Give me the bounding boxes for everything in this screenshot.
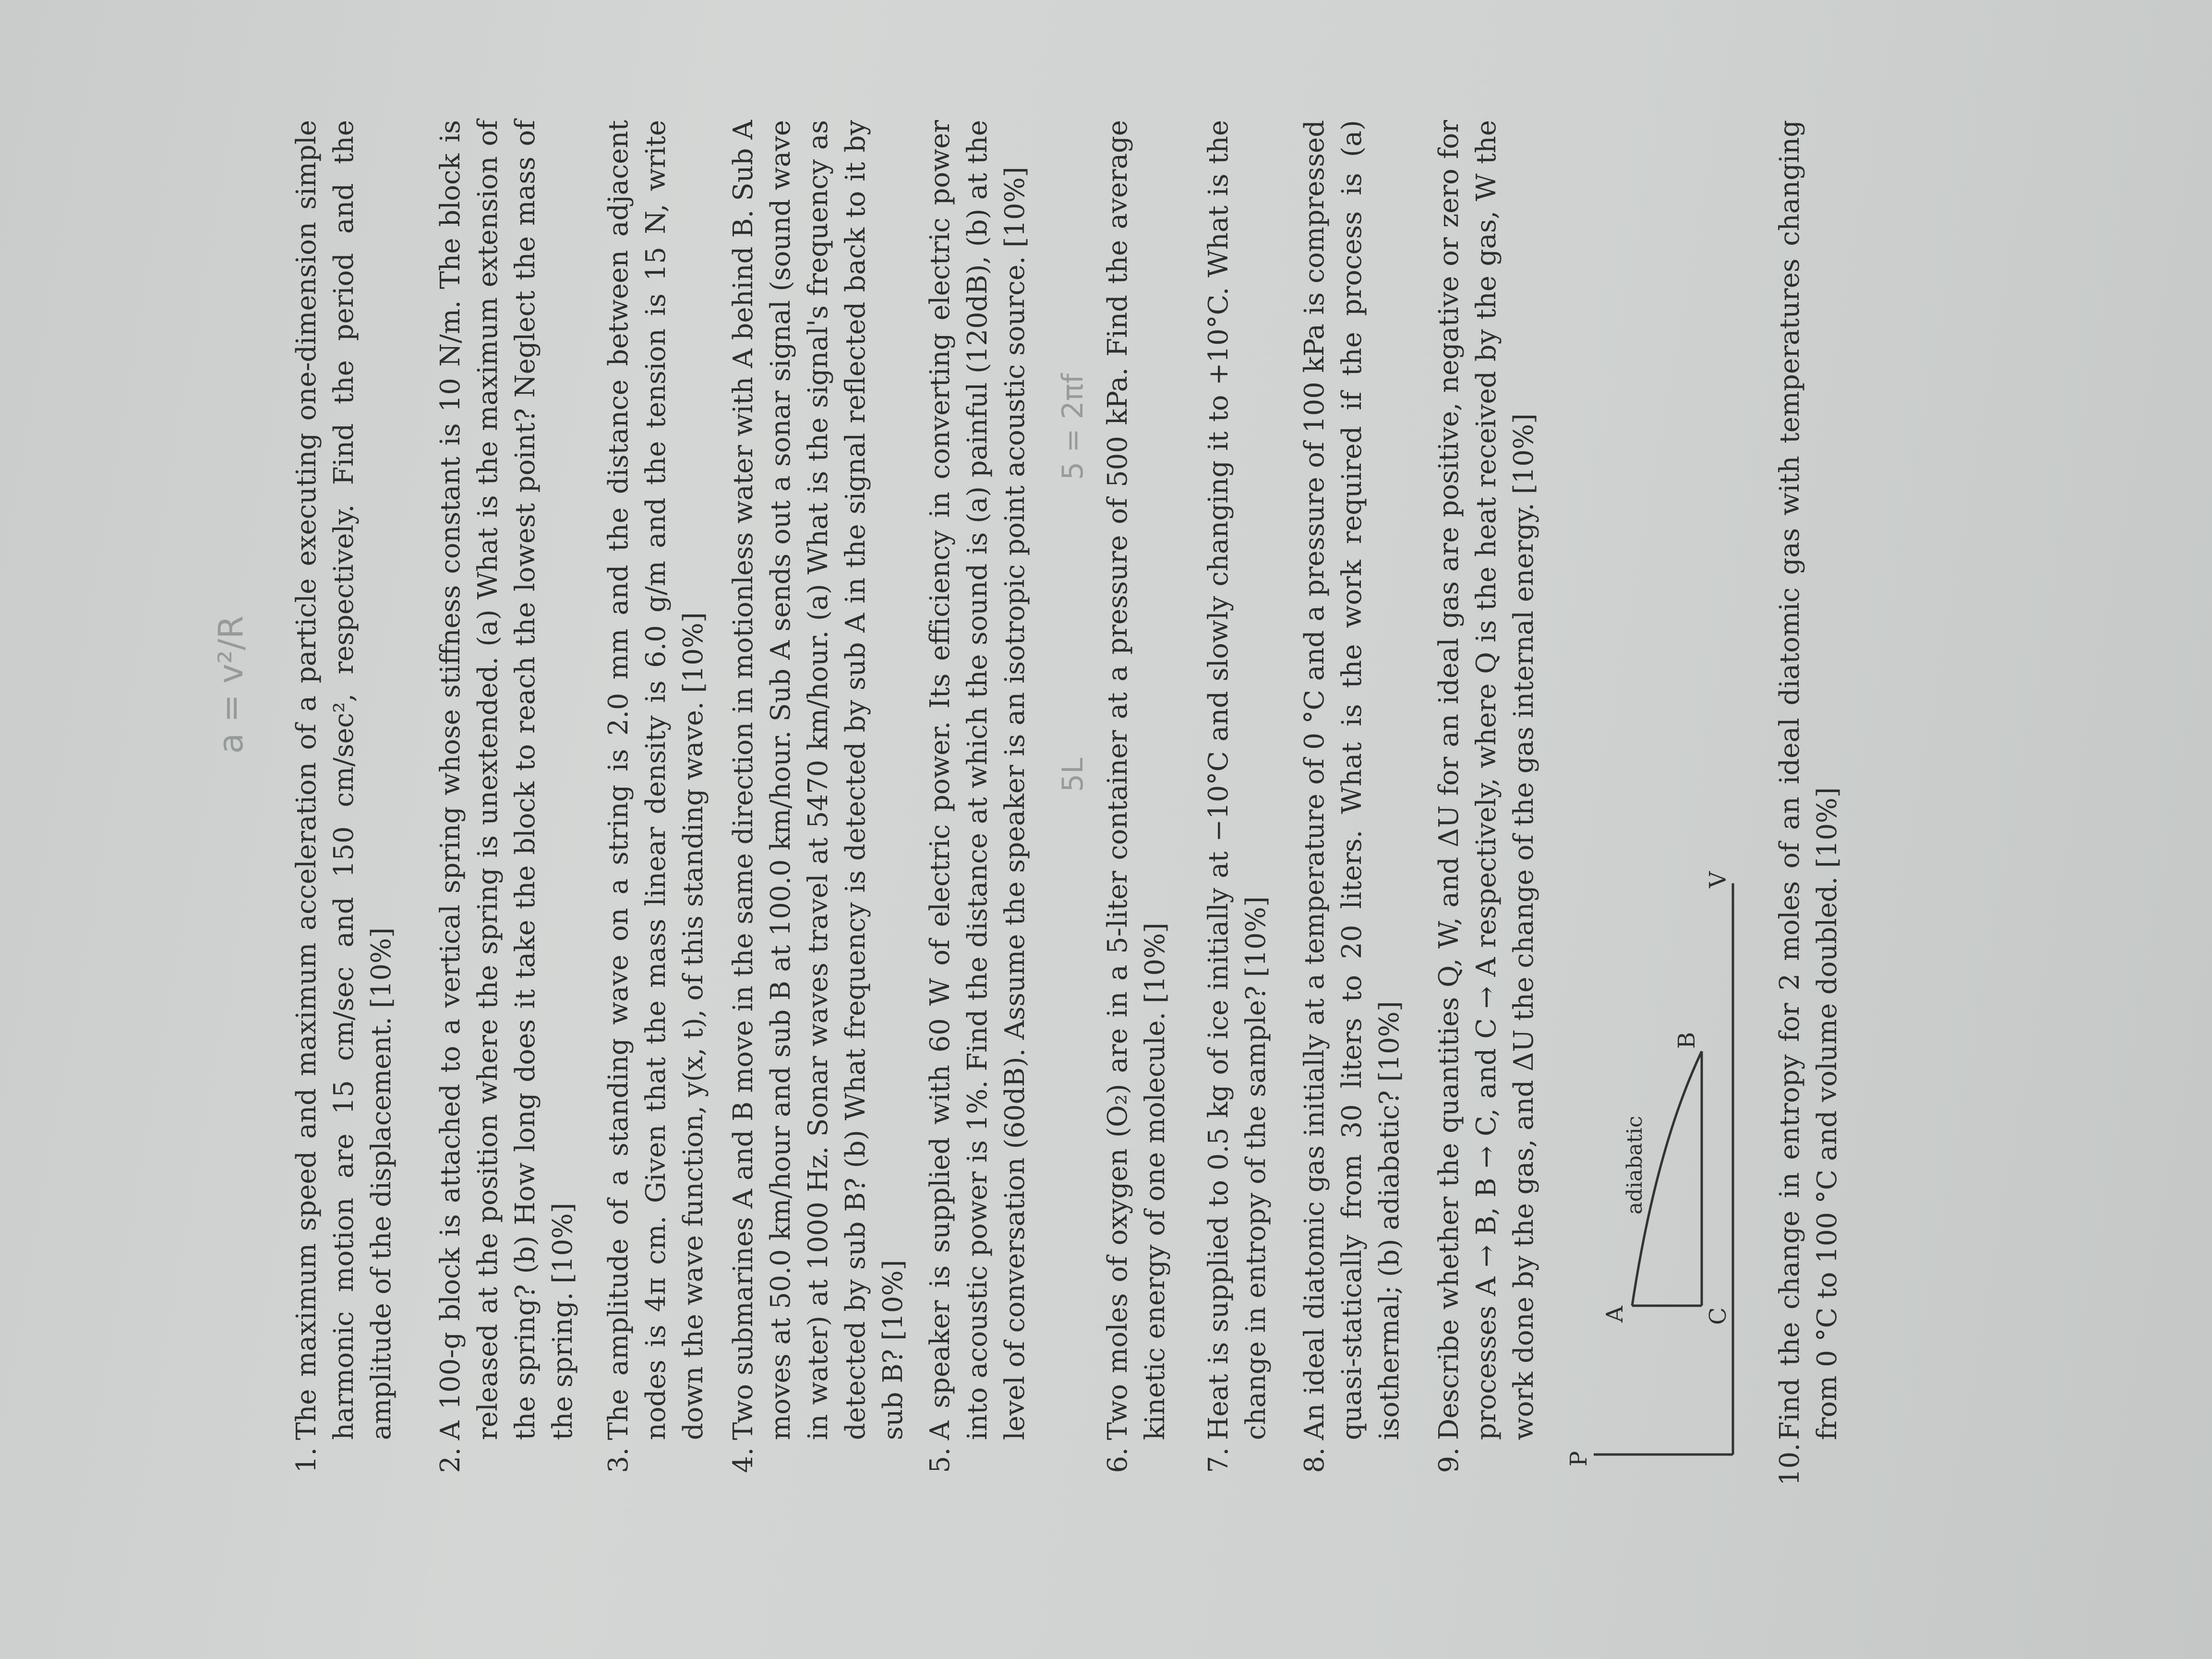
p-axis-label: P	[1565, 1451, 1592, 1467]
question-1: 1. The maximum speed and maximum acceleration of a particle executing one-dimension simple harmonic motion are 15 cm/sec and 150 cm/sec², respectively. Find the period and the amplitude of the displacement. [10%]	[291, 120, 397, 1473]
question-5: 5. A speaker is supplied with 60 W of electric power. Its efficiency in converting electric power into acoustic power is 1%. Find the distance at which the sound is (a) painful (120dB), (b) at the level of conversation (60dB). Assume the speaker is an isotropic point acoustic source. [10%]	[925, 120, 1031, 1473]
question-text: Two submarines A and B move in the same direction in motionless water with A behind B. Sub A moves at 50.0 km/hour and sub B at 100.0 km/hour. Sub A sends out a sonar signal (sound wave in water) at 1000 Hz. Sonar waves travel at 5470 km/hour. (a) What is the signal's frequency as detected by sub B? (b) What frequency is detected by sub A in the signal reflected back to it by sub B? [10%]	[728, 120, 909, 1440]
handwritten-note: 5 = 2πf	[1056, 373, 1090, 480]
pv-diagram	[1565, 859, 1747, 1483]
adiabatic-label: adiabatic	[1623, 1116, 1647, 1214]
question-text: The amplitude of a standing wave on a string is 2.0 mm and the distance between adjacent nodes is 4π cm. Given that the mass linear density is 6.0 g/m and the tension is 15 N, write down the wave function, y(x, t), of this standing wave. [10%]	[603, 120, 709, 1440]
point-a-label: A	[1601, 1306, 1628, 1322]
question-text: An ideal diatomic gas initially at a temperature of 0 °C and a pressure of 100 kPa is compressed quasi-statically from 30 liters to 20 liters. What is the work required if the process is (a) isothermal; (b) adiabatic? [10%]	[1299, 120, 1405, 1440]
rotated-content	[144, 0, 2208, 1512]
point-c-label: C	[1705, 1307, 1731, 1325]
question-7: 7. Heat is supplied to 0.5 kg of ice initially at −10°C and slowly changing it to +10°C. What is the change in entropy of the sample? [10%]	[1203, 120, 1272, 1473]
question-text: Describe whether the quantities Q, W, and ΔU for an ideal gas are positive, negative or zero for processes A → B, B → C, and C → A respectively, where Q is the heat received by the gas, W the work done by the gas, and ΔU the change of the gas internal energy. [10%]	[1433, 120, 1539, 1440]
question-text: A 100-g block is attached to a vertical spring whose stiffness constant is 10 N/m. The block is released at the position where the spring is unextended. (a) What is the maximum extension of the spring? (b) How long does it take the block to reach the lowest point? Neglect the mass of the spring. [10%]	[435, 120, 578, 1440]
question-8: 8. An ideal diatomic gas initially at a temperature of 0 °C and a pressure of 100 kPa is compressed quasi-statically from 30 liters to 20 liters. What is the work required if the process is (a) isothermal; (b) adiabatic? [10%]	[1299, 120, 1405, 1473]
handwritten-note: a = v²/R	[211, 615, 251, 754]
question-text: A speaker is supplied with 60 W of electric power. Its efficiency in converting electric power into acoustic power is 1%. Find the distance at which the sound is (a) painful (120dB), (b) at the level of conversation (60dB). Assume the speaker is an isotropic point acoustic source. [10%]	[925, 120, 1031, 1440]
question-text: Find the change in entropy for 2 moles of an ideal diatomic gas with temperatures changing from 0 °C to 100 °C and volume doubled. [10%]	[1774, 120, 1843, 1440]
question-6: 6. Two moles of oxygen (O₂) are in a 5-liter container at a pressure of 500 kPa. Find the average kinetic energy of one molecule. [10%]	[1102, 120, 1171, 1473]
question-2: 2. A 100-g block is attached to a vertical spring whose stiffness constant is 10 N/m. The block is released at the position where the spring is unextended. (a) What is the maximum extension of the spring? (b) How long does it take the block to reach the lowest point? Neglect the mass of the spring. [10%]	[435, 120, 578, 1473]
question-4: 4. Two submarines A and B move in the same direction in motionless water with A behind B. Sub A moves at 50.0 km/hour and sub B at 100.0 km/hour. Sub A sends out a sonar signal (sound wave in water) at 1000 Hz. Sonar waves travel at 5470 km/hour. (a) What is the signal's frequency as detected by sub B? (b) What frequency is detected by sub A in the signal reflected back to it by sub B? [10%]	[728, 120, 909, 1473]
question-text: Heat is supplied to 0.5 kg of ice initially at −10°C and slowly changing it to +10°C. What is the change in entropy of the sample? [10%]	[1203, 120, 1272, 1440]
question-text: Two moles of oxygen (O₂) are in a 5-liter container at a pressure of 500 kPa. Find the average kinetic energy of one molecule. [10%]	[1102, 120, 1171, 1440]
question-text: The maximum speed and maximum acceleration of a particle executing one-dimension simple harmonic motion are 15 cm/sec and 150 cm/sec², respectively. Find the period and the amplitude of the displacement. [10%]	[291, 120, 397, 1440]
question-9: 9. Describe whether the quantities Q, W, and ΔU for an ideal gas are positive, negative or zero for processes A → B, B → C, and C → A respectively, where Q is the heat received by the gas, W the work done by the gas, and ΔU the change of the gas internal energy. [10%]	[1433, 120, 1539, 1473]
question-3: 3. The amplitude of a standing wave on a string is 2.0 mm and the distance between adjacent nodes is 4π cm. Given that the mass linear density is 6.0 g/m and the tension is 15 N, write down the wave function, y(x, t), of this standing wave. [10%]	[603, 120, 709, 1473]
v-axis-label: V	[1705, 871, 1731, 888]
handwritten-note: 5L	[1056, 757, 1090, 792]
question-10: 10. Find the change in entropy for 2 moles of an ideal diatomic gas with temperatures changing from 0 °C to 100 °C and volume doubled. [10%]	[1774, 120, 1843, 1486]
point-b-label: B	[1673, 1032, 1700, 1049]
